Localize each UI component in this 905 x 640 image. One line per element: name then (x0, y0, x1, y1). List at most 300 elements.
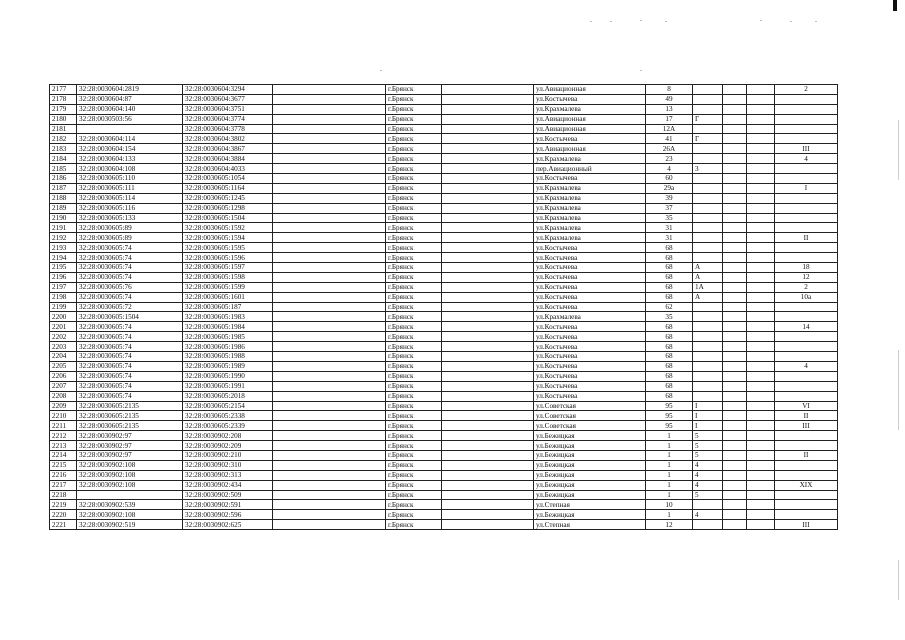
empty-cell (273, 470, 386, 480)
parcel-cadastral-number: 32:28:0030605:74 (77, 332, 183, 342)
empty-cell (723, 352, 747, 362)
house-number-cell: 68 (646, 391, 693, 401)
table-row (50, 193, 838, 203)
house-number-cell: 12 (646, 520, 693, 530)
letter-cell (693, 233, 723, 243)
empty-cell (747, 114, 775, 124)
empty-cell (747, 134, 775, 144)
row-number: 2204 (50, 352, 77, 362)
object-cadastral-number: 32:28:0030605:1601 (183, 292, 273, 302)
city-cell: г.Брянск (386, 421, 442, 431)
apartment-cell: 2 (775, 85, 838, 95)
parcel-cadastral-number: 32:28:0030605:111 (77, 183, 183, 193)
house-number-cell: 13 (646, 104, 693, 114)
object-cadastral-number: 32:28:0030902:209 (183, 441, 273, 451)
empty-cell (273, 174, 386, 184)
empty-cell (723, 381, 747, 391)
street-cell: ул.Крахмалева (534, 213, 646, 223)
empty-cell (273, 510, 386, 520)
empty-cell (273, 322, 386, 332)
empty-cell (747, 431, 775, 441)
parcel-cadastral-number: 32:28:0030902:108 (77, 470, 183, 480)
empty-cell (442, 94, 534, 104)
house-number-cell: 1 (646, 450, 693, 460)
letter-cell (693, 154, 723, 164)
table-row (50, 371, 838, 381)
empty-cell (273, 441, 386, 451)
empty-cell (747, 411, 775, 421)
object-cadastral-number: 32:28:0030604:3774 (183, 114, 273, 124)
letter-cell (693, 223, 723, 233)
letter-cell (693, 174, 723, 184)
city-cell: г.Брянск (386, 381, 442, 391)
street-cell: ул.Костычева (534, 322, 646, 332)
empty-cell (723, 114, 747, 124)
letter-cell (693, 124, 723, 134)
empty-cell (273, 381, 386, 391)
city-cell: г.Брянск (386, 124, 442, 134)
empty-cell (747, 480, 775, 490)
row-number: 2205 (50, 361, 77, 371)
street-cell: ул.Костычева (534, 282, 646, 292)
letter-cell (693, 243, 723, 253)
object-cadastral-number: 32:28:0030605:1990 (183, 371, 273, 381)
street-cell: ул.Авиационная (534, 124, 646, 134)
city-cell: г.Брянск (386, 450, 442, 460)
house-number-cell: 49 (646, 94, 693, 104)
apartment-cell (775, 203, 838, 213)
city-cell: г.Брянск (386, 253, 442, 263)
letter-cell (693, 85, 723, 95)
house-number-cell: 68 (646, 371, 693, 381)
parcel-cadastral-number: 32:28:0030605:74 (77, 272, 183, 282)
parcel-cadastral-number: 32:28:0030605:74 (77, 361, 183, 371)
city-cell: г.Брянск (386, 431, 442, 441)
empty-cell (442, 174, 534, 184)
empty-cell (273, 164, 386, 174)
empty-cell (723, 193, 747, 203)
street-cell: ул.Костычева (534, 292, 646, 302)
empty-cell (273, 421, 386, 431)
empty-cell (723, 243, 747, 253)
letter-cell: I (693, 411, 723, 421)
object-cadastral-number: 32:28:0030605:1592 (183, 223, 273, 233)
table-row (50, 233, 838, 243)
street-cell: пер.Авиационный (534, 164, 646, 174)
parcel-cadastral-number (77, 490, 183, 500)
letter-cell (693, 302, 723, 312)
apartment-cell (775, 94, 838, 104)
empty-cell (442, 361, 534, 371)
city-cell: г.Брянск (386, 85, 442, 95)
object-cadastral-number: 32:28:0030604:4033 (183, 164, 273, 174)
object-cadastral-number: 32:28:0030605:1986 (183, 342, 273, 352)
empty-cell (273, 213, 386, 223)
empty-cell (747, 174, 775, 184)
city-cell: г.Брянск (386, 500, 442, 510)
parcel-cadastral-number: 32:28:0030605:2135 (77, 421, 183, 431)
table-row (50, 104, 838, 114)
object-cadastral-number: 32:28:0030605:1594 (183, 233, 273, 243)
empty-cell (273, 302, 386, 312)
street-cell: ул.Бежицкая (534, 470, 646, 480)
empty-cell (442, 193, 534, 203)
city-cell: г.Брянск (386, 134, 442, 144)
house-number-cell: 95 (646, 401, 693, 411)
apartment-cell: 18 (775, 263, 838, 273)
row-number: 2177 (50, 85, 77, 95)
empty-cell (723, 213, 747, 223)
empty-cell (442, 223, 534, 233)
empty-cell (747, 292, 775, 302)
city-cell: г.Брянск (386, 352, 442, 362)
apartment-cell (775, 312, 838, 322)
empty-cell (442, 85, 534, 95)
house-number-cell: 1 (646, 490, 693, 500)
letter-cell (693, 381, 723, 391)
street-cell: ул.Бежицкая (534, 450, 646, 460)
empty-cell (273, 292, 386, 302)
apartment-cell (775, 490, 838, 500)
object-cadastral-number: 32:28:0030604:3867 (183, 144, 273, 154)
street-cell: ул.Костычева (534, 134, 646, 144)
empty-cell (723, 480, 747, 490)
street-cell: ул.Бежицкая (534, 510, 646, 520)
object-cadastral-number: 32:28:0030605:1989 (183, 361, 273, 371)
house-number-cell: 68 (646, 243, 693, 253)
empty-cell (723, 520, 747, 530)
letter-cell (693, 391, 723, 401)
city-cell: г.Брянск (386, 174, 442, 184)
empty-cell (723, 104, 747, 114)
house-number-cell: 1 (646, 480, 693, 490)
empty-cell (747, 332, 775, 342)
empty-cell (442, 391, 534, 401)
table-row (50, 460, 838, 470)
empty-cell (442, 480, 534, 490)
house-number-cell: 35 (646, 312, 693, 322)
empty-cell (723, 253, 747, 263)
empty-cell (723, 371, 747, 381)
table-row (50, 450, 838, 460)
apartment-cell (775, 342, 838, 352)
apartment-cell (775, 174, 838, 184)
apartment-cell (775, 134, 838, 144)
object-cadastral-number: 32:28:0030604:3677 (183, 94, 273, 104)
empty-cell (273, 371, 386, 381)
empty-cell (723, 272, 747, 282)
street-cell: ул.Костычева (534, 302, 646, 312)
apartment-cell: I (775, 183, 838, 193)
empty-cell (442, 243, 534, 253)
apartment-cell (775, 460, 838, 470)
object-cadastral-number: 32:28:0030605:1984 (183, 322, 273, 332)
apartment-cell (775, 193, 838, 203)
table-row (50, 124, 838, 134)
empty-cell (723, 292, 747, 302)
apartment-cell (775, 391, 838, 401)
row-number: 2184 (50, 154, 77, 164)
letter-cell (693, 500, 723, 510)
row-number: 2183 (50, 144, 77, 154)
object-cadastral-number: 32:28:0030605:1245 (183, 193, 273, 203)
empty-cell (747, 371, 775, 381)
empty-cell (442, 401, 534, 411)
parcel-cadastral-number: 32:28:0030605:133 (77, 213, 183, 223)
letter-cell (693, 352, 723, 362)
empty-cell (747, 470, 775, 480)
street-cell: ул.Костычева (534, 352, 646, 362)
house-number-cell: 8 (646, 85, 693, 95)
empty-cell (723, 421, 747, 431)
empty-cell (747, 490, 775, 500)
table-row (50, 174, 838, 184)
empty-cell (747, 500, 775, 510)
empty-cell (723, 332, 747, 342)
empty-cell (747, 381, 775, 391)
empty-cell (723, 361, 747, 371)
empty-cell (273, 263, 386, 273)
letter-cell (693, 371, 723, 381)
empty-cell (273, 490, 386, 500)
city-cell: г.Брянск (386, 401, 442, 411)
empty-cell (273, 282, 386, 292)
scan-edge-line (898, 120, 899, 180)
apartment-cell: II (775, 411, 838, 421)
house-number-cell: 95 (646, 421, 693, 431)
apartment-cell (775, 441, 838, 451)
empty-cell (747, 510, 775, 520)
letter-cell: А (693, 292, 723, 302)
city-cell: г.Брянск (386, 302, 442, 312)
apartment-cell (775, 253, 838, 263)
letter-cell (693, 322, 723, 332)
apartment-cell: II (775, 450, 838, 460)
street-cell: ул.Костычева (534, 253, 646, 263)
parcel-cadastral-number: 32:28:0030605:74 (77, 253, 183, 263)
apartment-cell: III (775, 421, 838, 431)
house-number-cell: 60 (646, 174, 693, 184)
apartment-cell (775, 164, 838, 174)
empty-cell (273, 460, 386, 470)
city-cell: г.Брянск (386, 480, 442, 490)
empty-cell (747, 253, 775, 263)
empty-cell (442, 154, 534, 164)
empty-cell (273, 500, 386, 510)
street-cell: ул.Крахмалева (534, 312, 646, 322)
scan-speck (790, 21, 792, 22)
empty-cell (273, 94, 386, 104)
object-cadastral-number: 32:28:0030902:509 (183, 490, 273, 500)
house-number-cell: 68 (646, 282, 693, 292)
city-cell: г.Брянск (386, 193, 442, 203)
empty-cell (442, 470, 534, 480)
empty-cell (273, 144, 386, 154)
empty-cell (723, 391, 747, 401)
scan-speck (665, 21, 667, 22)
parcel-cadastral-number: 32:28:0030605:72 (77, 302, 183, 312)
empty-cell (442, 213, 534, 223)
street-cell: ул.Костычева (534, 371, 646, 381)
parcel-cadastral-number: 32:28:0030605:2135 (77, 401, 183, 411)
street-cell: ул.Костычева (534, 174, 646, 184)
apartment-cell: 12 (775, 272, 838, 282)
table-row (50, 520, 838, 530)
empty-cell (747, 421, 775, 431)
row-number: 2221 (50, 520, 77, 530)
empty-cell (442, 371, 534, 381)
empty-cell (747, 154, 775, 164)
apartment-cell: III (775, 144, 838, 154)
parcel-cadastral-number: 32:28:0030605:114 (77, 193, 183, 203)
letter-cell: Г (693, 114, 723, 124)
scan-edge-line (898, 560, 899, 600)
row-number: 2186 (50, 174, 77, 184)
table-row (50, 401, 838, 411)
parcel-cadastral-number: 32:28:0030902:108 (77, 480, 183, 490)
apartment-cell (775, 223, 838, 233)
object-cadastral-number: 32:28:0030605:1504 (183, 213, 273, 223)
table-row (50, 243, 838, 253)
empty-cell (723, 144, 747, 154)
apartment-cell: VI (775, 401, 838, 411)
empty-cell (747, 164, 775, 174)
table-row (50, 282, 838, 292)
table-row (50, 470, 838, 480)
house-number-cell: 12А (646, 124, 693, 134)
object-cadastral-number: 32:28:0030605:1985 (183, 332, 273, 342)
city-cell: г.Брянск (386, 94, 442, 104)
city-cell: г.Брянск (386, 520, 442, 530)
empty-cell (723, 302, 747, 312)
empty-cell (723, 124, 747, 134)
empty-cell (723, 411, 747, 421)
empty-cell (747, 441, 775, 451)
letter-cell (693, 342, 723, 352)
apartment-cell (775, 104, 838, 114)
empty-cell (442, 144, 534, 154)
letter-cell (693, 94, 723, 104)
empty-cell (442, 292, 534, 302)
empty-cell (273, 342, 386, 352)
empty-cell (747, 272, 775, 282)
row-number: 2194 (50, 253, 77, 263)
row-number: 2220 (50, 510, 77, 520)
parcel-cadastral-number: 32:28:0030605:74 (77, 342, 183, 352)
empty-cell (723, 401, 747, 411)
letter-cell: 1А (693, 282, 723, 292)
empty-cell (747, 104, 775, 114)
empty-cell (747, 213, 775, 223)
street-cell: ул.Советская (534, 401, 646, 411)
city-cell: г.Брянск (386, 510, 442, 520)
row-number: 2178 (50, 94, 77, 104)
apartment-cell (775, 431, 838, 441)
empty-cell (273, 332, 386, 342)
letter-cell (693, 361, 723, 371)
parcel-cadastral-number: 32:28:0030605:76 (77, 282, 183, 292)
house-number-cell: 68 (646, 332, 693, 342)
empty-cell (273, 480, 386, 490)
house-number-cell: 1 (646, 441, 693, 451)
street-cell: ул.Костычева (534, 342, 646, 352)
empty-cell (273, 520, 386, 530)
letter-cell (693, 312, 723, 322)
parcel-cadastral-number: 32:28:0030605:89 (77, 233, 183, 243)
empty-cell (723, 223, 747, 233)
scan-speck (380, 70, 382, 71)
object-cadastral-number: 32:28:0030605:2338 (183, 411, 273, 421)
row-number: 2182 (50, 134, 77, 144)
object-cadastral-number: 32:28:0030605:1298 (183, 203, 273, 213)
house-number-cell: 68 (646, 352, 693, 362)
table-row (50, 411, 838, 421)
parcel-cadastral-number: 32:28:0030604:133 (77, 154, 183, 164)
empty-cell (273, 154, 386, 164)
row-number: 2185 (50, 164, 77, 174)
parcel-cadastral-number: 32:28:0030605:2135 (77, 411, 183, 421)
table-row (50, 381, 838, 391)
empty-cell (723, 183, 747, 193)
letter-cell: 4 (693, 480, 723, 490)
letter-cell: I (693, 401, 723, 411)
street-cell: ул.Костычева (534, 381, 646, 391)
table-row (50, 490, 838, 500)
empty-cell (442, 164, 534, 174)
empty-cell (723, 342, 747, 352)
row-number: 2219 (50, 500, 77, 510)
empty-cell (273, 312, 386, 322)
empty-cell (442, 203, 534, 213)
letter-cell: 4 (693, 510, 723, 520)
parcel-cadastral-number: 32:28:0030605:74 (77, 371, 183, 381)
house-number-cell: 68 (646, 272, 693, 282)
row-number: 2207 (50, 381, 77, 391)
parcel-cadastral-number: 32:28:0030604:154 (77, 144, 183, 154)
house-number-cell: 68 (646, 342, 693, 352)
table-row (50, 253, 838, 263)
parcel-cadastral-number: 32:28:0030604:114 (77, 134, 183, 144)
empty-cell (723, 263, 747, 273)
table-row (50, 431, 838, 441)
object-cadastral-number: 32:28:0030902:434 (183, 480, 273, 490)
empty-cell (273, 391, 386, 401)
letter-cell: 5 (693, 431, 723, 441)
parcel-cadastral-number: 32:28:0030902:108 (77, 460, 183, 470)
parcel-cadastral-number: 32:28:0030604:2819 (77, 85, 183, 95)
house-number-cell: 68 (646, 322, 693, 332)
street-cell: ул.Костычева (534, 391, 646, 401)
empty-cell (273, 203, 386, 213)
parcel-cadastral-number: 32:28:0030503:56 (77, 114, 183, 124)
empty-cell (442, 441, 534, 451)
empty-cell (273, 223, 386, 233)
empty-cell (442, 282, 534, 292)
letter-cell (693, 104, 723, 114)
table-row (50, 272, 838, 282)
apartment-cell (775, 243, 838, 253)
city-cell: г.Брянск (386, 361, 442, 371)
apartment-cell (775, 124, 838, 134)
empty-cell (723, 312, 747, 322)
object-cadastral-number: 32:28:0030604:3884 (183, 154, 273, 164)
row-number: 2214 (50, 450, 77, 460)
empty-cell (273, 401, 386, 411)
table-row (50, 263, 838, 273)
table-row (50, 421, 838, 431)
empty-cell (747, 342, 775, 352)
object-cadastral-number: 32:28:0030604:3751 (183, 104, 273, 114)
